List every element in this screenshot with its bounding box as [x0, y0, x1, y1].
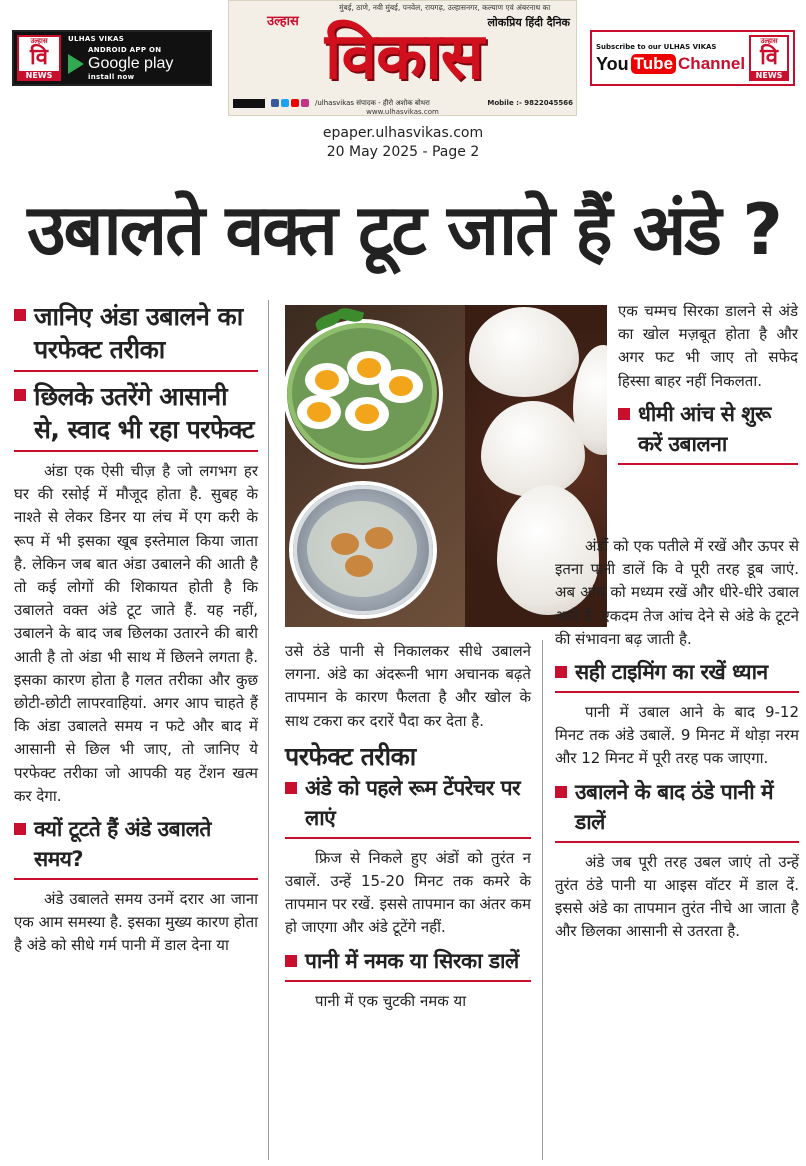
ad-line1: Subscribe to our ULHAS VIKAS	[596, 42, 717, 51]
subheading-text: धीमी आंच से शुरू करें उबालना	[638, 401, 771, 456]
boiled-egg-half	[305, 363, 349, 397]
masthead-ulhas: उल्हास	[267, 14, 299, 29]
facebook-icon	[271, 99, 279, 107]
badge-news-text: NEWS	[19, 71, 59, 81]
google-play-ad[interactable]	[12, 30, 212, 86]
subheading-2	[14, 380, 258, 452]
boiled-egg-half	[297, 395, 341, 429]
subheading-7	[555, 657, 799, 693]
badge-top-text: उल्हास	[30, 37, 48, 45]
article-paragraph: पानी में उबाल आने के बाद 9-12 मिनट तक अंडे उबालें. 9 मिनट में थोड़ा नरम और 12 मिनट में पूरी तरह पक जाएगा.	[555, 703, 799, 768]
subheading-text: पानी में नमक या सिरका डालें	[305, 948, 519, 973]
article-paragraph: अंडे उबालते समय उनमें दरार आ जाना एक आम समस्या है. इसका मुख्य कारण होता है अंडे को सीधे गर्म पानी में डाल देना या	[14, 890, 258, 955]
install-text: install now	[88, 72, 135, 81]
instagram-icon	[301, 99, 309, 107]
column-divider	[268, 300, 269, 1160]
article-paragraph: अंडा एक ऐसी चीज़ है जो लगभग हर घर की रसोई में मौजूद होता है. सुबह के नाश्ते से लेकर डिनर या लंच में एग करी के रूप में भी इसका खूब इस्तेमाल किया जाता है. लेकिन जब बात अंडा उबालने की आती है तो कई लोगों की शिकायत होती है कि उबालते वक्त अंडे टूट जाते हैं. यह नहीं, उबालने के बाद जब छिलका उतारने की बारी आती है तो अंडा भी साथ में छिलने लगता है. इसका कारण होता है गलत तरीका और कुछ छोटी-छोटी लापरवाहियां. अगर आप चाहते हैं कि अंडा उबालते समय न फटे और बाद में आसानी से छिल भी जाए, तो जानिए ये परफेक्ट तरीका जो आपकी यह टेंशन खत्म कर देगा.	[14, 462, 258, 805]
youtube-you: You	[596, 53, 629, 74]
masthead-places: मुंबई, ठाणे, नवी मुंबई, पनवेल, रायगढ़, उल्हासनगर, कल्याण एवं अंबरनाथ का	[339, 3, 551, 12]
badge-glyph: वि	[760, 45, 779, 70]
article-headline: उबालते वक्त टूट जाते हैं अंडे ?	[27, 189, 781, 271]
article-paragraph: एक चम्मच सिरका डालने से अंडे का खोल मज़बूत होता है और अगर फट भी जाए तो सफेद हिस्सा बाहर नहीं निकलता.	[618, 302, 798, 390]
boiled-egg-half	[345, 397, 389, 431]
brown-egg	[331, 533, 359, 555]
ulhas-vikas-news-logo	[17, 35, 61, 81]
masthead-tagline: लोकप्रिय हिंदी दैनिक	[487, 16, 570, 29]
masthead-logo-name: विकास	[324, 20, 484, 94]
brown-egg	[365, 527, 393, 549]
youtube-channel-ad[interactable]	[590, 30, 795, 86]
epaper-date: 20 May 2025 - Page 2	[326, 144, 480, 160]
subheading-1	[14, 300, 258, 372]
store-name: Google play	[88, 54, 174, 72]
article-paragraph: पानी में एक चुटकी नमक या	[315, 991, 467, 1010]
subheading-text: उबालने के बाद ठंडे पानी में डालें	[575, 779, 774, 834]
boiling-water	[307, 501, 417, 597]
red-square-bullet-icon	[555, 666, 567, 678]
newspaper-masthead	[228, 0, 577, 116]
brown-egg	[345, 555, 373, 577]
subheading-text: अंडे को पहले रूम टेंपरेचर पर लाएं	[305, 775, 521, 830]
article-paragraph: अंडों को एक पतीले में रखें और ऊपर से इतना पानी डालें कि वे पूरी तरह डूब जाएं. अब आंच को मध्यम रखें और धीरे-धीरे उबाल आने दें. एकदम तेज आंच देने से अंडे के टूटने की संभावना बढ़ जाती है.	[555, 537, 799, 648]
masthead-mobile: Mobile :- 9822045566	[487, 99, 573, 107]
red-square-bullet-icon	[285, 955, 297, 967]
badge-glyph: वि	[30, 45, 48, 70]
red-square-bullet-icon	[285, 782, 297, 794]
column-1	[14, 300, 258, 964]
subheading-text: जानिए अंडा उबालने का परफेक्ट तरीका	[34, 302, 243, 364]
article-paragraph: फ्रिज से निकले हुए अंडों को तुरंत न उबालें. उन्हें 15-20 मिनट तक कमरे के तापमान पर रखें. इससे तापमान का अंतर कम हो जाएगा और अंडे टूटेंगे नहीं.	[285, 848, 531, 937]
subheading-8	[555, 777, 799, 843]
red-square-bullet-icon	[555, 786, 567, 798]
masthead-editor: /ulhasvikas संपादक - हीरो अशोक बोथरा	[315, 98, 430, 107]
badge-top-text: उल्हास	[760, 37, 778, 45]
red-square-bullet-icon	[618, 408, 630, 420]
ad-brand: ULHAS VIKAS	[68, 34, 125, 43]
social-icons	[271, 99, 309, 107]
google-play-icon	[68, 54, 84, 74]
ad-line1: ANDROID APP ON	[88, 45, 162, 54]
column-2	[285, 640, 531, 1019]
epaper-site: epaper.ulhasvikas.com	[322, 125, 484, 141]
youtube-channel-text: Channel	[678, 54, 746, 73]
youtube-icon	[291, 99, 299, 107]
epaper-meta	[0, 124, 806, 162]
twitter-icon	[281, 99, 289, 107]
red-square-bullet-icon	[14, 389, 26, 401]
subheading-text: क्यों टूटते हैं अंडे उबालते समय?	[34, 817, 211, 872]
subheading-text: सही टाइमिंग का रखें ध्यान	[575, 660, 768, 685]
youtube-tube: Tube	[631, 54, 676, 74]
ulhas-vikas-news-logo	[749, 35, 789, 81]
article-paragraph: उसे ठंडे पानी से निकालकर सीधे उबालने लगना. अंडे का अंदरूनी भाग अचानक बढ़ते तापमान के कारण फैलता है और खोल के साथ टकरा कर दरारें पैदा कर देता है.	[285, 642, 531, 730]
subheading-text: छिलके उतरेंगे आसानी से, स्वाद भी रहा परफेक्ट	[34, 382, 255, 444]
column-3-top	[618, 300, 798, 473]
subheading-3	[14, 814, 258, 880]
red-square-bullet-icon	[14, 309, 26, 321]
subheading-6	[618, 399, 798, 465]
red-square-bullet-icon	[14, 823, 26, 835]
article-paragraph: अंडे जब पूरी तरह उबल जाएं तो उन्हें तुरंत ठंडे पानी या आइस वॉटर में डाल दें. इससे अंडे का तापमान तुरंत नीचे आ जाता है और छिलका आसानी से उतरता है.	[555, 852, 799, 941]
masthead-website: www.ulhasvikas.com	[366, 108, 439, 116]
column-3	[555, 535, 799, 949]
badge-news-text: NEWS	[751, 71, 787, 81]
boiled-egg-half	[379, 369, 423, 403]
column-divider	[542, 640, 543, 1160]
subheading-5	[285, 946, 531, 982]
section-heading: परफेक्ट तरीका	[285, 741, 416, 771]
subheading-4	[285, 773, 531, 839]
google-play-mini-icon	[233, 99, 265, 108]
